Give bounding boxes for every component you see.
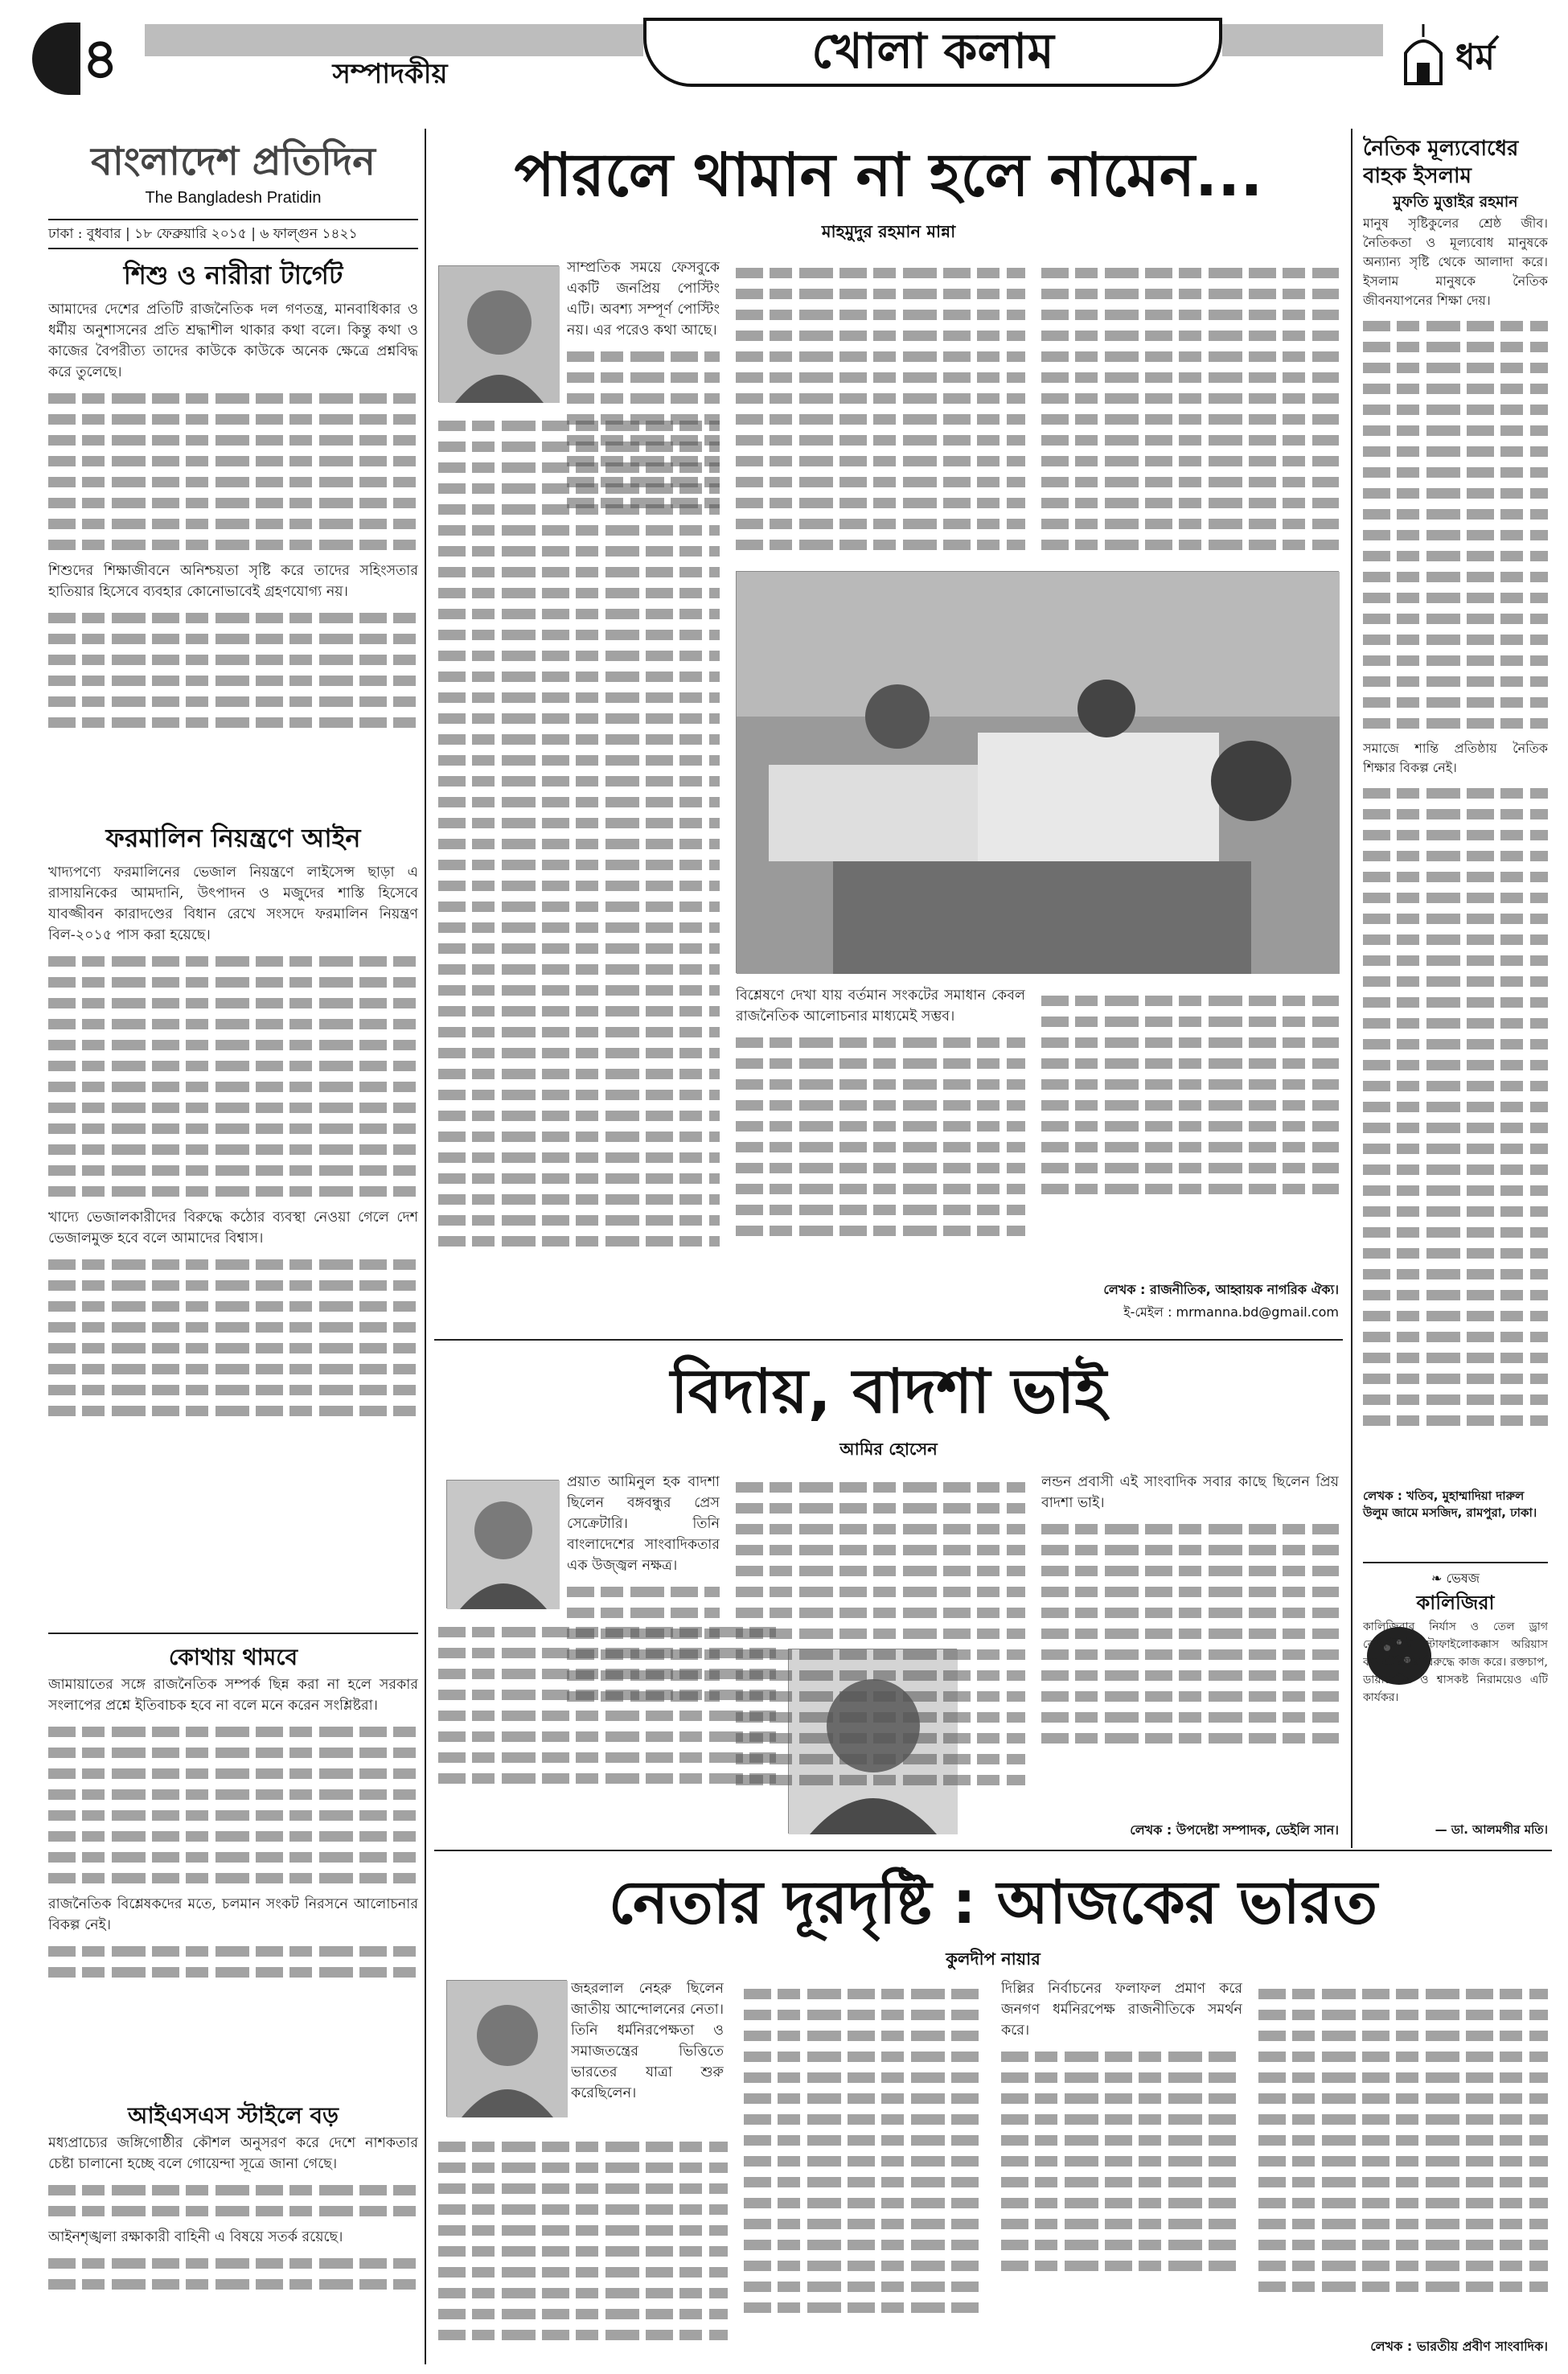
india-column-3: [1001, 1978, 1242, 2356]
editorial-paragraph: শিশুদের শিক্ষাজীবনে অনিশ্চয়তা সৃষ্টি করে তাদের সহিংসতার হাতিয়ার হিসেবে ব্যবহার কোনোভাবেই গ্রহণযোগ্য নয়।: [48, 563, 418, 600]
section-label: সম্পাদকীয়: [332, 58, 448, 90]
india-paragraph: জহরলাল নেহরু ছিলেন জাতীয় আন্দোলনের নেতা। তিনি ধর্মনিরপেক্ষতা ও সমাজতন্ত্রের ভিত্তিতে ভারতের যাত্রা শুরু করেছিলেন।: [571, 1981, 724, 2101]
editorial-title: শিশু ও নারীরা টার্গেট: [123, 260, 343, 290]
column-name: খোলা কলাম: [811, 23, 1054, 80]
india-column-1: [571, 1978, 724, 2123]
hospital-photo: [736, 571, 1339, 973]
page-number: ৪: [82, 26, 119, 92]
left-column-rule: [425, 129, 426, 2364]
main-article-lower-columns: [736, 985, 1339, 1275]
religion-paragraph: মানুষ সৃষ্টিকুলের শ্রেষ্ঠ জীব। নৈতিকতা ও মূল্যবোধ মানুষকে অন্যান্য সৃষ্টি থেকে আলাদা করে। ইসলাম মানুষকে নৈতিক জীবনযাপনের শিক্ষা দেয়।: [1363, 216, 1548, 308]
news-title: আইএসএস স্টাইলে বড়: [127, 2102, 339, 2129]
herbal-author: — ডা. আলমগীর মতি।: [1435, 1822, 1548, 1837]
right-section-label: ধর্ম: [1455, 37, 1496, 78]
farewell-article-author: আমির হোসেন: [839, 1440, 938, 1459]
main-article-paragraph: বিশ্লেষণে দেখা যায় বর্তমান সংকটের সমাধান কেবল রাজনৈতিক আলোচনার মাধ্যমেই সম্ভব।: [736, 988, 1025, 1025]
india-paragraph: দিল্লির নির্বাচনের ফলাফল প্রমাণ করে জনগণ ধর্মনিরপেক্ষ রাজনীতিকে সমর্থন করে।: [1001, 1981, 1242, 2039]
main-article-column-5: [1041, 985, 1339, 1275]
dateline: ঢাকা : বুধবার | ১৮ ফেব্রুয়ারি ২০১৫ | ৬ ফাল্গুন ১৪২১: [48, 226, 358, 242]
main-article-column-2: [736, 257, 1025, 563]
left-divider: [48, 1633, 418, 1634]
main-article-body: [438, 257, 1339, 1335]
main-article-filler-column-1: [438, 410, 720, 1319]
column-name-banner: [643, 18, 1222, 87]
religion-paragraph: সমাজে শান্তি প্রতিষ্ঠায় নৈতিক শিক্ষার বিকল্প নেই।: [1363, 741, 1548, 775]
news-paragraph: মধ্যপ্রাচ্যের জঙ্গিগোষ্ঠীর কৌশল অনুসরণ করে দেশে নাশকতার চেষ্টা চালানো হচ্ছে বলে গোয়েন্দা সূত্রে জানা গেছে।: [48, 2135, 418, 2172]
main-article-column-4: [736, 985, 1025, 1275]
herbal-tag: [1363, 1568, 1548, 1589]
india-column-1-lower: [438, 2131, 728, 2356]
farewell-paragraph: প্রয়াত আমিনুল হক বাদশা ছিলেন বঙ্গবন্ধুর প্রেস সেক্রেটারি। তিনি বাংলাদেশের সাংবাদিকতার এক উজ্জ্বল নক্ষত্র।: [567, 1474, 720, 1574]
india-column-2: [744, 1978, 985, 2356]
farewell-column-3: [1041, 1472, 1339, 1809]
religion-footer: লেখক : খতিব, মুহাম্মাদিয়া দারুল উলুম জামে মসজিদ, রামপুরা, ঢাকা।: [1363, 1489, 1537, 1520]
news-paragraph: রাজনৈতিক বিশ্লেষকদের মতে, চলমান সংকট নিরসনে আলোচনার বিকল্প নেই।: [48, 1896, 418, 1933]
india-article-title: নেতার দূরদৃষ্টি : আজকের ভারত: [608, 1868, 1378, 1937]
herbal-top-rule: [1363, 1562, 1548, 1563]
main-article-paragraph: সাম্প্রতিক সময়ে ফেসবুকে একটি জনপ্রিয় পোস্টিং এটি। অবশ্য সম্পূর্ণ পোস্টিং নয়। এর পরেও কথা আছে।: [567, 260, 720, 339]
dateline-rule-bottom: [48, 248, 418, 249]
main-article-author-note: লেখক : রাজনীতিক, আহ্বায়ক নাগরিক ঐক্য।: [1103, 1282, 1339, 1297]
left-news-2: [48, 2099, 418, 2356]
farewell-bottom-rule: [434, 1850, 1552, 1851]
india-article-body: [438, 1978, 1548, 2356]
page-number-tab: [32, 23, 137, 95]
header-rule-right: [1222, 24, 1383, 56]
farewell-article-title: বিদায়, বাদশা ভাই: [670, 1355, 1107, 1427]
main-article-bottom-rule: [434, 1339, 1343, 1341]
main-article-author: মাহমুদুর রহমান মান্না: [821, 222, 956, 241]
editorial-paragraph: আমাদের দেশের প্রতিটি রাজনৈতিক দল গণতন্ত্র, মানবাধিকার ও ধর্মীয় অনুশাসনের প্রতি শ্রদ্ধাশীল থাকার কথা বলে। কিন্তু কথা ও কাজের বৈপরীত্য তাদের কাউকে কাউকে অনেক ক্ষেত্রে প্রশ্নবিদ্ধ করে তুলেছে।: [48, 302, 418, 380]
right-column-rule: [1351, 129, 1353, 1848]
religion-author: মুফতি মুত্তাইর রহমান: [1393, 193, 1518, 211]
herbal-text: কালিজিরার নির্যাস ও তেল ড্রাগ রেজিস্ট্যান্ট স্টাফাইলোকক্কাস অরিয়াস ব্যাকটেরিয়ার বিরুদ্ধে কাজ করে। রক্তচাপ, ডায়াবেটিস ও শ্বাসকষ্ট নিরাময়েও এটি কার্যকর।: [1363, 1620, 1548, 1704]
header-rule-left: [145, 24, 643, 56]
masthead-name: বাংলাদেশ প্রতিদিন: [91, 139, 376, 184]
editorial-paragraph: খাদ্যে ভেজালকারীদের বিরুদ্ধে কঠোর ব্যবস্থা নেওয়া গেলে দেশ ভেজালমুক্ত হবে বলে আমাদের বিশ্বাস।: [48, 1210, 418, 1247]
herbal-title: কালিজিরা: [1416, 1592, 1495, 1614]
masthead: [48, 137, 418, 217]
india-footer: লেখক : ভারতীয় প্রবীণ সাংবাদিক।: [1370, 2339, 1548, 2354]
dateline-rule-top: [48, 219, 418, 220]
news-paragraph: জামায়াতের সঙ্গে রাজনৈতিক সম্পর্ক ছিন্ন করা না হলে সরকার সংলাপের প্রশ্নে ইতিবাচক হবে না বলে মনে করেন সংশ্লিষ্টরা।: [48, 1677, 418, 1714]
header-bar: [32, 18, 1544, 98]
editorial-1: [48, 256, 418, 811]
news-paragraph: আইনশৃঙ্খলা রক্ষাকারী বাহিনী এ বিষয়ে সতর্ক রয়েছে।: [48, 2229, 343, 2245]
editorial-paragraph: খাদ্যপণ্যে ফরমালিনের ভেজাল নিয়ন্ত্রণে লাইসেন্স ছাড়া এ রাসায়নিকের আমদানি, উৎপাদন ও মজুদের শাস্তি হিসেবে যাবজ্জীবন কারাদণ্ডের বিধান রেখে সংসদে ফরমালিন নিয়ন্ত্রণ বিল-২০১৫ পাস করা হয়েছে।: [48, 865, 418, 943]
farewell-lower-filler: [438, 1616, 776, 1826]
left-news-1: [48, 1641, 418, 2091]
main-article-column-3: [1041, 257, 1339, 563]
herbal-tag-label: ভেষজ: [1446, 1571, 1480, 1586]
main-article-email: ই-মেইল : mrmanna.bd@gmail.com: [1123, 1304, 1339, 1320]
mosque-icon: [1399, 21, 1447, 85]
herbal-section: [1363, 1568, 1548, 1842]
india-article-author: কুলদীপ নায়ার: [946, 1949, 1041, 1969]
religion-section: [1363, 135, 1548, 1486]
main-article-footer: [1049, 1279, 1339, 1327]
editorial-title: ফরমালিন নিয়ন্ত্রণে আইন: [105, 823, 361, 853]
leaf-icon: ❧: [1430, 1571, 1443, 1586]
editorial-2: [48, 819, 418, 1623]
main-article-title: পারলে থামান না হলে নামেন...: [514, 141, 1263, 210]
farewell-column-2: [736, 1472, 1025, 1809]
india-column-4: [1258, 1978, 1548, 2332]
farewell-paragraph: লন্ডন প্রবাসী এই সাংবাদিক সবার কাছে ছিলেন প্রিয় বাদশা ভাই।: [1041, 1474, 1339, 1511]
news-title: কোথায় থামবে: [168, 1644, 298, 1670]
farewell-footer: লেখক : উপদেষ্টা সম্পাদক, ডেইলি সান।: [1130, 1822, 1339, 1838]
masthead-english-name: The Bangladesh Pratidin: [145, 189, 322, 207]
religion-title: নৈতিক মূল্যবোধের বাহক ইসলাম: [1363, 137, 1519, 188]
